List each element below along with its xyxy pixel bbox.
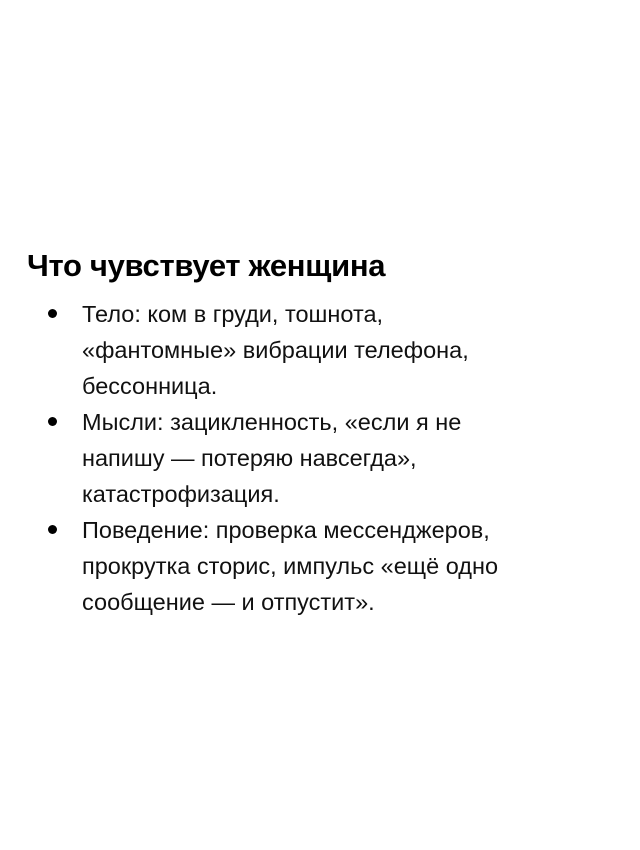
list-item-line: бессонница.: [82, 373, 218, 399]
list-item-line: «фантомные» вибрации телефона,: [82, 337, 469, 363]
list-item-line: Мысли: зацикленность, «если я не: [82, 409, 462, 435]
bullet-dot-icon: [48, 525, 57, 534]
list-item-body: [27, 296, 617, 404]
list-item-line: сообщение — и отпустит».: [82, 589, 375, 615]
bullet-dot-icon: [48, 309, 57, 318]
list-item-thoughts: [27, 404, 617, 512]
content-block: [27, 244, 617, 620]
list-item-line: Тело: ком в груди, тошнота,: [82, 301, 384, 327]
list-item-behavior: [27, 512, 617, 620]
bullet-dot-icon: [48, 417, 57, 426]
list-item-line: Поведение: проверка мессенджеров,: [82, 517, 490, 543]
page-title: Что чувствует женщина: [27, 248, 386, 283]
list-item-line: напишу — потеряю навсегда»,: [82, 445, 417, 471]
bullet-list: [27, 296, 617, 620]
list-item-line: прокрутка сторис, импульс «ещё одно: [82, 553, 499, 579]
list-item-line: катастрофизация.: [82, 481, 280, 507]
